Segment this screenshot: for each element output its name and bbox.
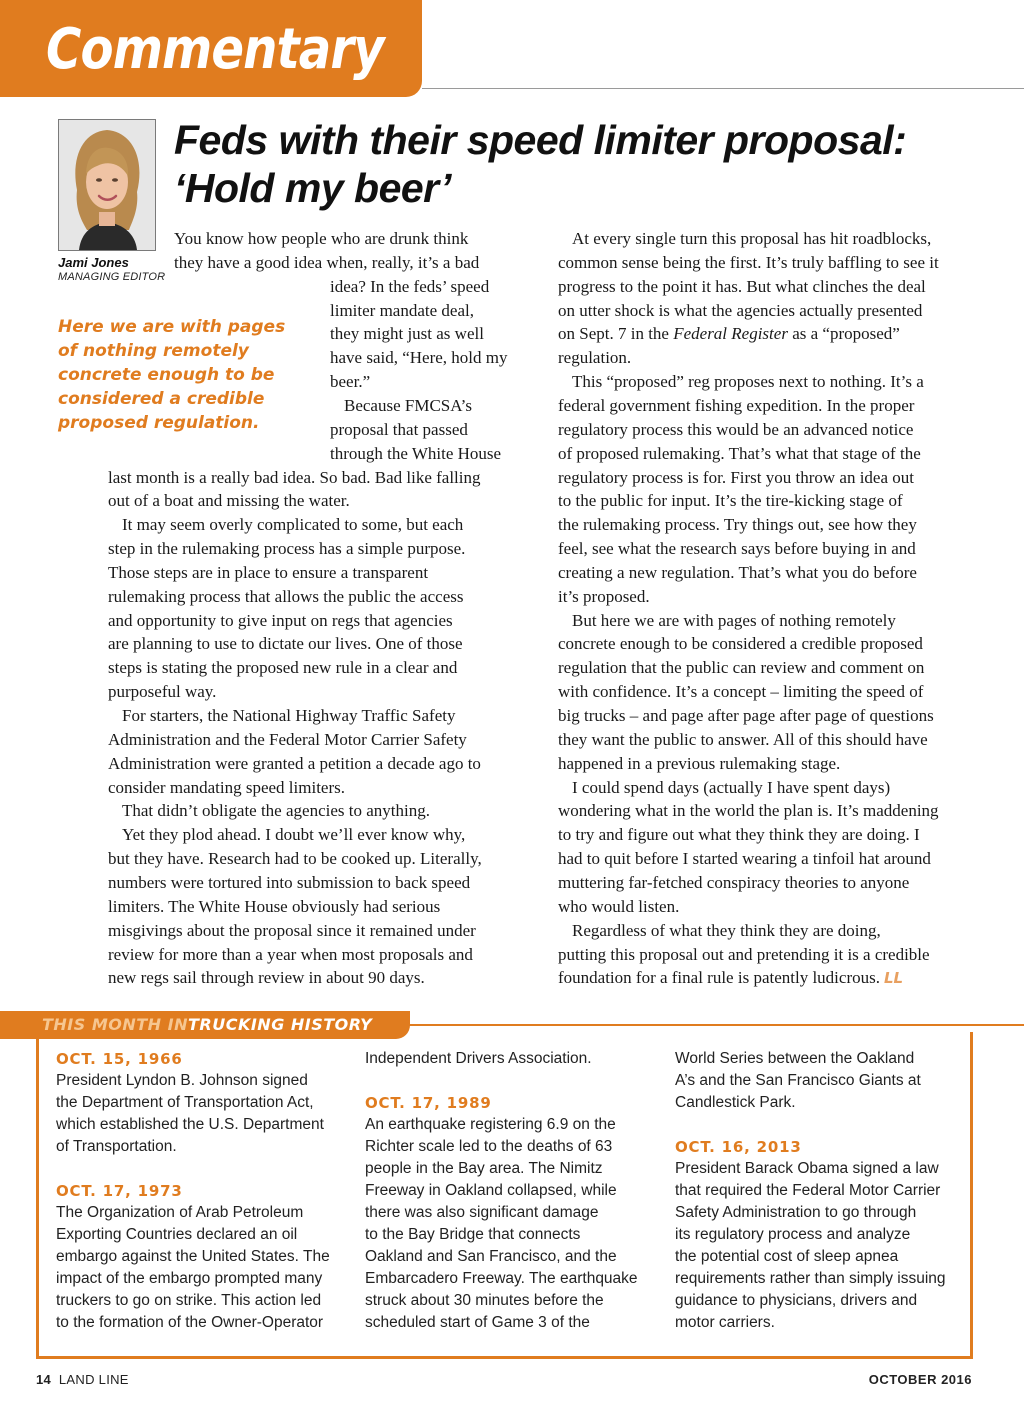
article-line: they have a good idea when, really, it’s a bad [174, 252, 480, 272]
history-text: truckers to go on strike. This action led [56, 1292, 322, 1309]
article-line: it’s proposed. [558, 586, 650, 606]
article-line: regulation. [558, 348, 632, 368]
history-text: The Organization of Arab Petroleum [56, 1204, 304, 1221]
article-line: of proposed rulemaking. That’s what that stage of the [558, 443, 921, 463]
article-line: That didn’t obligate the agencies to anything. [122, 801, 430, 821]
history-date: OCT. 15, 1966 [56, 1050, 183, 1068]
history-text: to the Bay Bridge that connects [365, 1226, 581, 1243]
section-title: Commentary [46, 17, 384, 82]
history-text: An earthquake registering 6.9 on the [365, 1116, 616, 1133]
article-line: limiter mandate deal, [330, 300, 474, 320]
history-text: people in the Bay area. The Nimitz [365, 1160, 603, 1177]
history-column-3 [675, 1048, 946, 1334]
history-spacer [56, 1158, 330, 1180]
article-line: Yet they plod ahead. I doubt we’ll ever know why, [122, 825, 466, 845]
article-line: to the public for input. It’s the tire-kicking stage of [558, 491, 903, 511]
history-date: OCT. 17, 1973 [56, 1182, 183, 1200]
article-line: muttering far-fetched conspiracy theories to anyone [558, 872, 910, 892]
article-line: on utter shock is what the agencies actually presented [558, 300, 923, 320]
article-line: step in the rulemaking process has a simple purpose. [108, 539, 466, 559]
article-line: proposal that passed [330, 419, 468, 439]
headline-line-2: ‘Hold my beer’ [174, 165, 452, 211]
article-line: consider mandating speed limiters. [108, 777, 345, 797]
history-text: its regulatory process and analyze [675, 1226, 911, 1243]
article-line: on Sept. 7 in the Federal Register as a “proposed” [558, 324, 900, 344]
article-line: Because FMCSA’s [344, 395, 472, 415]
article-line: Administration were granted a petition a decade ago to [108, 753, 481, 773]
history-text: Richter scale led to the deaths of 63 [365, 1138, 613, 1155]
article-line: Regardless of what they think they are doing, [572, 920, 881, 940]
history-text: A’s and the San Francisco Giants at [675, 1072, 921, 1089]
article-line: Administration and the Federal Motor Carrier Safety [108, 729, 467, 749]
article-line: new regs sail through review in about 90 days. [108, 968, 425, 988]
article-line: feel, see what the research says before buying in and [558, 539, 916, 559]
article-line: last month is a really bad idea. So bad. Bad like falling [108, 467, 481, 487]
article-line: idea? In the feds’ speed [330, 276, 490, 296]
page-number: 14 [36, 1372, 52, 1387]
article-line: but they have. Research had to be cooked up. Literally, [108, 849, 482, 869]
article-line: review for more than a year when most proposals and [108, 944, 473, 964]
article-line: have said, “Here, hold my [330, 348, 508, 368]
history-date: OCT. 16, 2013 [675, 1138, 802, 1156]
article-line: with confidence. It’s a concept – limiting the speed of [558, 682, 924, 702]
history-text: requirements rather than simply issuing [675, 1270, 946, 1287]
history-title-part-2: TRUCKING HISTORY [187, 1015, 373, 1034]
author-portrait-illustration [59, 120, 155, 250]
article-line: I could spend days (actually I have spent days) [572, 777, 891, 797]
article-line: progress to the point it has. But what clinches the deal [558, 276, 926, 296]
pull-quote-line: concrete enough to be [58, 365, 275, 385]
article-line: federal government fishing expedition. In the proper [558, 395, 915, 415]
headline-line-1: Feds with their speed limiter proposal: [174, 117, 907, 163]
history-text: President Lyndon B. Johnson signed [56, 1072, 308, 1089]
article-line: to try and figure out what they think they are doing. I [558, 825, 920, 845]
article-line: regulation that the public can review and comment on [558, 658, 925, 678]
history-text: motor carriers. [675, 1314, 775, 1331]
article-line: regulatory process this would be an advanced notice [558, 419, 914, 439]
history-text: Embarcadero Freeway. The earthquake [365, 1270, 638, 1287]
article-line: out of a boat and missing the water. [108, 491, 350, 511]
article-line: common sense being the first. It’s truly baffling to see it [558, 252, 939, 272]
pull-quote-line: of nothing remotely [58, 341, 249, 361]
history-column-1 [56, 1048, 330, 1334]
article-line: big trucks – and page after page after page of questions [558, 706, 934, 725]
article-line: wondering what in the world the plan is. It’s maddening [558, 801, 939, 821]
history-column-2 [365, 1048, 638, 1334]
pull-quote-line: considered a credible [58, 389, 265, 409]
header-rule [422, 88, 1024, 89]
article-line: and opportunity to give input on regs that agencies [108, 610, 453, 630]
author-role: MANAGING EDITOR [58, 271, 166, 283]
history-text: that required the Federal Motor Carrier [675, 1182, 941, 1199]
article-line: This “proposed” reg proposes next to nothing. It’s a [572, 372, 924, 392]
headline [174, 116, 1014, 212]
history-text: there was also significant damage [365, 1204, 599, 1221]
history-text: Safety Administration to go through [675, 1204, 917, 1221]
history-title-part-1: THIS MONTH IN [42, 1015, 188, 1034]
end-mark: LL [883, 969, 904, 988]
article-line: who would listen. [558, 896, 680, 916]
history-text: guidance to physicians, drivers and [675, 1292, 918, 1309]
history-date: OCT. 17, 1989 [365, 1094, 492, 1112]
article-line: putting this proposal out and pretending it is a credible [558, 944, 930, 964]
history-text: President Barack Obama signed a law [675, 1160, 939, 1177]
history-text: scheduled start of Game 3 of the [365, 1314, 590, 1331]
article-line: numbers were tortured into submission to back speed [108, 872, 471, 892]
article-line: beer.” [330, 372, 371, 392]
pull-quote [58, 315, 318, 435]
history-text: Exporting Countries declared an oil [56, 1226, 298, 1243]
history-text: the potential cost of sleep apnea [675, 1248, 899, 1265]
article-line: happened in a previous rulemaking stage. [558, 753, 841, 773]
author-name: Jami Jones [58, 255, 129, 270]
article-line: purposeful way. [108, 682, 217, 702]
history-text: Independent Drivers Association. [365, 1050, 592, 1067]
article-line: they want the public to answer. All of this should have [558, 729, 928, 749]
history-text: Candlestick Park. [675, 1094, 796, 1111]
pull-quote-line: Here we are with pages [58, 317, 286, 337]
article-line: had to quit before I started wearing a tinfoil hat around [558, 849, 931, 869]
article-line: creating a new regulation. That’s what you do before [558, 562, 917, 582]
history-text: Oakland and San Francisco, and the [365, 1248, 617, 1265]
history-text: impact of the embargo prompted many [56, 1270, 323, 1287]
article-line: concrete enough to be considered a credible proposed [558, 634, 923, 654]
history-text: World Series between the Oakland [675, 1050, 915, 1067]
article-line: the rulemaking process. Try things out, see how they [558, 515, 917, 535]
history-text: of Transportation. [56, 1138, 177, 1155]
history-text: struck about 30 minutes before the [365, 1292, 604, 1309]
pull-quote-line: proposed regulation. [58, 413, 260, 433]
article-line: But here we are with pages of nothing remotely [572, 610, 896, 630]
article-line: At every single turn this proposal has hit roadblocks, [572, 229, 932, 248]
history-text: Freeway in Oakland collapsed, while [365, 1182, 617, 1199]
history-spacer [675, 1114, 946, 1136]
article-line: they might just as well [330, 324, 484, 344]
article-line: foundation for a final rule is patently ludicrous. LL [558, 968, 904, 988]
article-line: Those steps are in place to ensure a transparent [108, 562, 429, 582]
article-line: through the White House [330, 443, 502, 463]
history-text: embargo against the United States. The [56, 1248, 330, 1265]
author-photo [58, 119, 156, 251]
history-text: to the formation of the Owner-Operator [56, 1314, 324, 1331]
article-line: limiters. The White House obviously had serious [108, 896, 441, 916]
article-line: regulatory process is for. First you throw an idea out [558, 467, 914, 487]
article-line: For starters, the National Highway Traffic Safety [122, 706, 456, 725]
article-line: You know how people who are drunk think [174, 229, 469, 248]
article-line: steps is stating the proposed new rule in a clear and [108, 658, 458, 678]
publication-name: LAND LINE [58, 1372, 129, 1387]
article-line: rulemaking process that allows the public the access [108, 586, 464, 606]
article-line: It may seem overly complicated to some, but each [122, 515, 464, 535]
issue-date: OCTOBER 2016 [868, 1372, 972, 1387]
article-line: misgivings about the proposal since it remained under [108, 920, 476, 940]
history-spacer [365, 1070, 638, 1092]
history-text: the Department of Transportation Act, [56, 1094, 314, 1111]
history-text: which established the U.S. Department [56, 1116, 324, 1133]
footer-left [36, 1372, 129, 1387]
history-title [42, 1015, 372, 1035]
article-line: are planning to use to dictate our lives. One of those [108, 634, 463, 654]
